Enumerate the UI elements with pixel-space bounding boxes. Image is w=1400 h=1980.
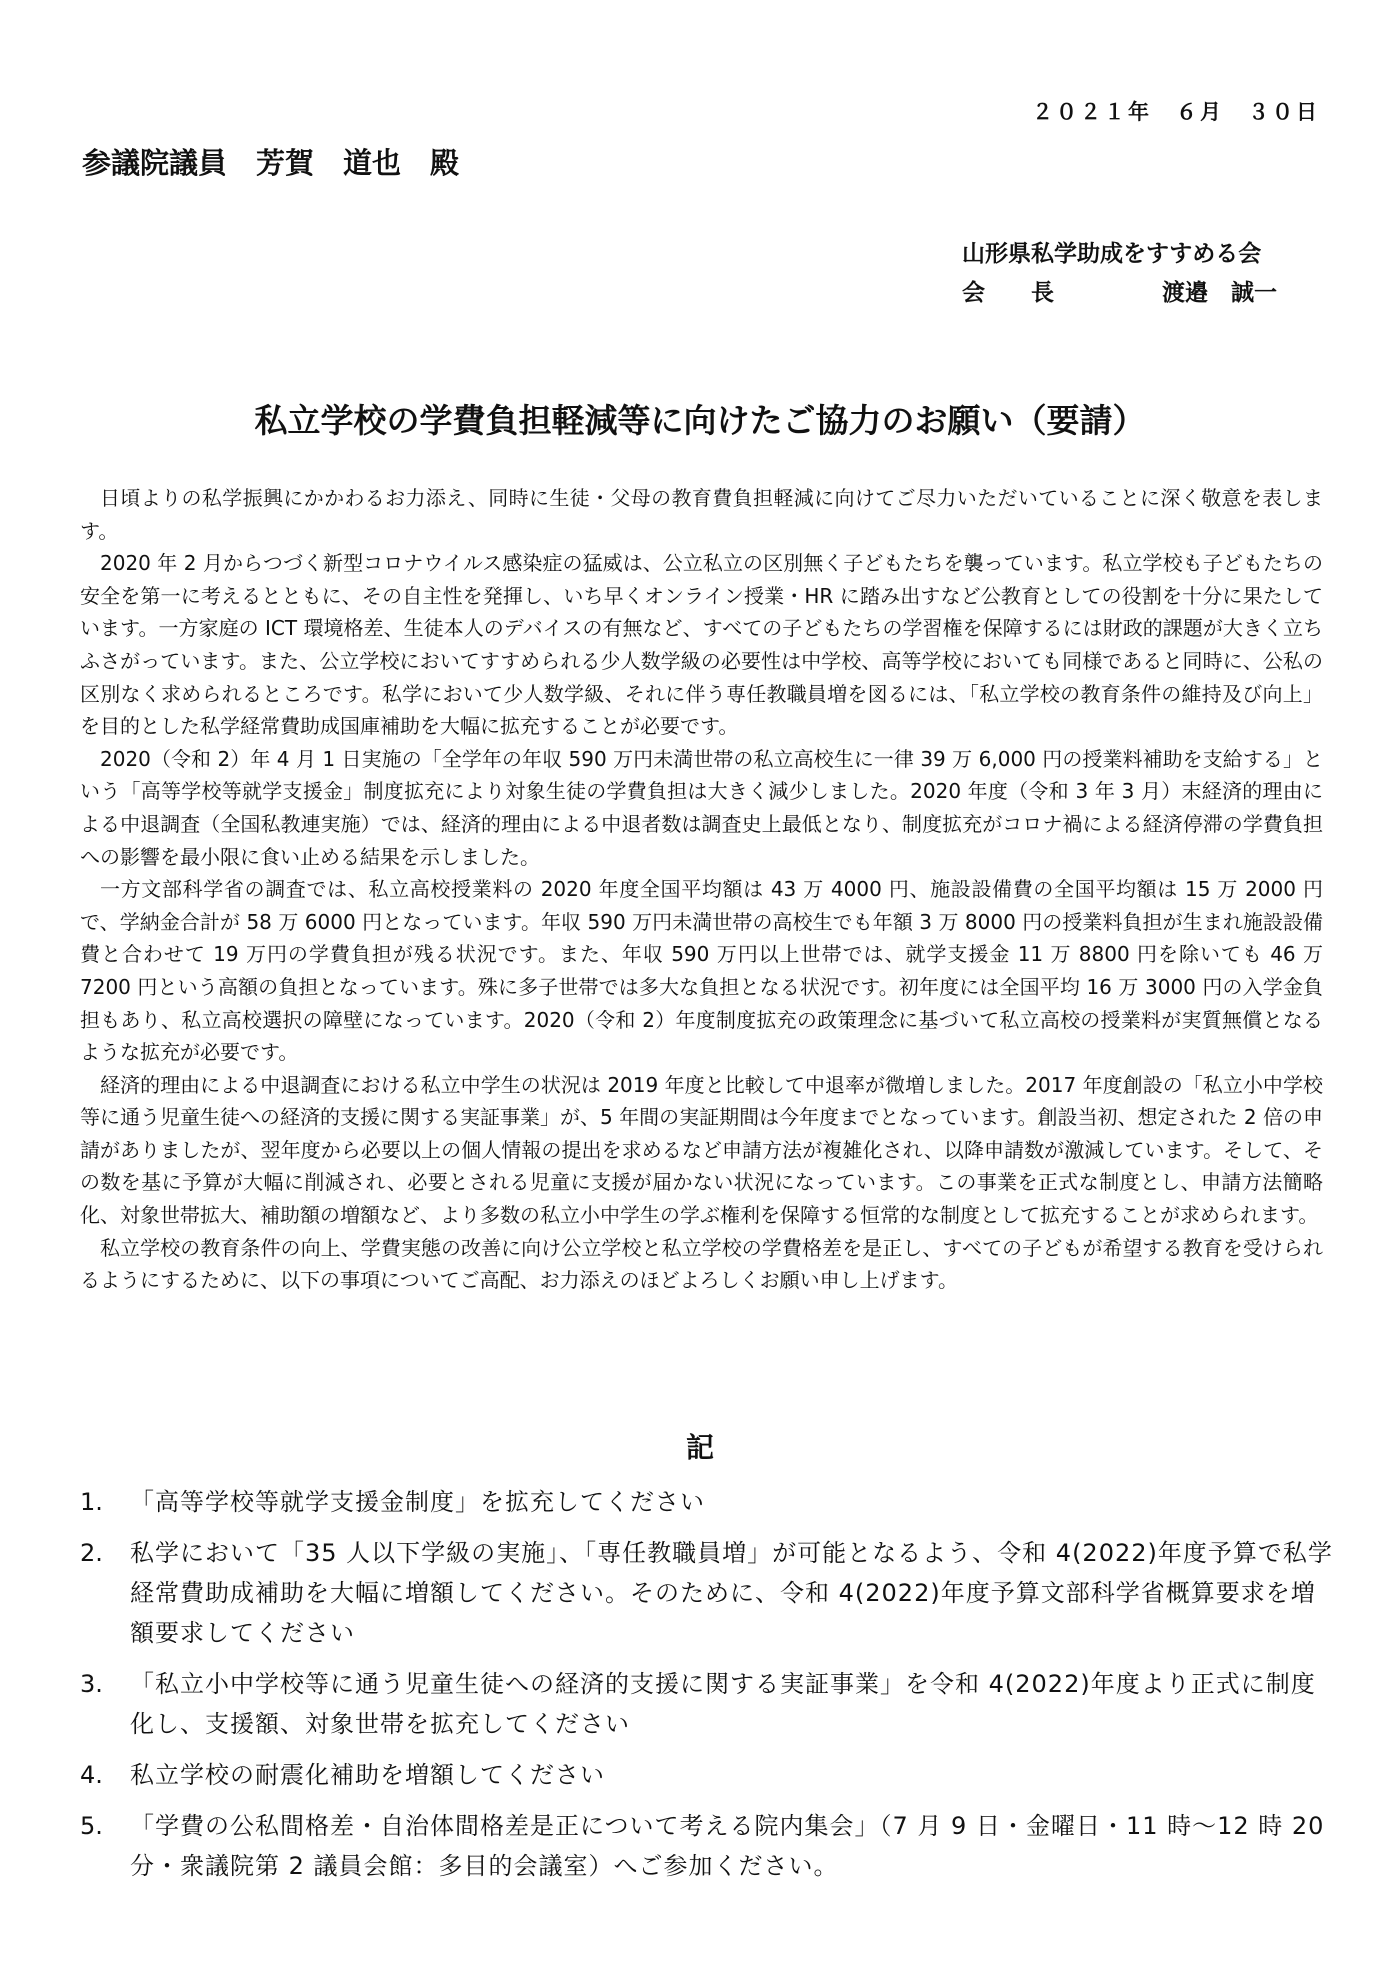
body-paragraph: 2020 年 2 月からつづく新型コロナウイルス感染症の猛威は、公立私立の区別無く子どもたちを襲っています。私立学校も子どもたちの安全を第一に考えるとともに、その自主性を発揮し、いち早くオンライン授業・HR に踏み出すなど公教育としての役割を十分に果たしています。一方家庭の ICT 環境格差、生徒本人のデバイスの有無など、すべての子どもたちの学習権を保障するには財政的課題が大きく立ちふさがっています。また、公立学校においてすすめられる少人数学級の必要性は中学校、高等学校においても同様であると同時に、公私の区別なく求められるところです。私学において少人数学級、それに伴う専任教職員増を図るには、「私立学校の教育条件の維持及び向上」を目的とした私学経常費助成国庫補助を大幅に拡充することが必要です。 [80,551,1323,739]
request-text: 「私立小中学校等に通う児童生徒への経済的支援に関する実証事業」を令和 4(2022)年度より正式に制度化し、支援額、対象世帯を拡充してください [130,1670,1316,1738]
body-paragraph: 私立学校の教育条件の向上、学費実態の改善に向け公立学校と私立学校の学費格差を是正し、すべての子どもが希望する教育を受けられるようにするために、以下の事項についてご高配、お力添えのほどよろしくお願い申し上げます。 [80,1235,1323,1293]
request-number: 4. [80,1761,103,1789]
addressee: 参議院議員 芳賀 道也 殿 [82,146,460,180]
ki-heading: 記 [685,1431,714,1464]
body-paragraph: 一方文部科学省の調査では、私立高校授業料の 2020 年度全国平均額は 43 万 4000 円、施設設備費の全国平均額は 15 万 2000 円で、学納金合計が 58 万 6000 円となっています。年収 590 万円未満世帯の高校生でも年額 3 万 8000 円の授業料負担が生まれ施設設備費と合わせて 19 万円の学費負担が残る状況です。また、年収 590 万円以上世帯では、就学支援金 11 万 8800 円を除いても 46 万 7200 円という高額の負担となっています。殊に多子世帯では多大な負担となる状況です。初年度には全国平均 16 万 3000 円の入学金負担もあり、私立高校選択の障壁になっています。2020（令和 2）年度制度拡充の政策理念に基づいて私立高校の授業料が実質無償となるような拡充が必要です。 [80,877,1323,1065]
document-body [80,482,1323,1297]
body-paragraph: 日頃よりの私学振興にかかわるお力添え、同時に生徒・父母の教育費負担軽減に向けてご尽力いただいていることに深く敬意を表します。 [80,486,1323,543]
request-item [80,1533,1333,1653]
request-text: 私学において「35 人以下学級の実施」、「専任教職員増」が可能となるよう、令和 4(2022)年度予算で私学経常費助成補助を大幅に増額してください。そのために、令和 4(2022)年度予算文部科学省概算要求を増額要求してください [130,1539,1333,1647]
request-item [80,1482,1333,1522]
sender-title: 会 長 [962,280,1054,306]
request-item [80,1664,1333,1744]
request-text: 私立学校の耐震化補助を増額してください [130,1761,605,1789]
request-number: 5. [80,1812,103,1840]
request-list [80,1482,1333,1897]
sender-line [962,274,1277,313]
body-paragraph: 経済的理由による中退調査における私立中学生の状況は 2019 年度と比較して中退率が微増しました。2017 年度創設の「私立小中学校等に通う児童生徒への経済的支援に関する実証事業」が、5 年間の実証期間は今年度までとなっています。創設当初、想定された 2 倍の申請がありましたが、翌年度から必要以上の個人情報の提出を求めるなど申請方法が複雑化され、以降申請数が激減しています。そして、その数を基に予算が大幅に削減され、必要とされる児童に支援が届かない状況になっています。この事業を正式な制度とし、申請方法簡略化、対象世帯拡大、補助額の増額など、より多数の私立小中学生の学ぶ権利を保障する恒常的な制度として拡充することが求められます。 [80,1072,1323,1228]
sender-block [962,235,1277,313]
body-paragraph: 2020（令和 2）年 4 月 1 日実施の「全学年の年収 590 万円未満世帯の私立高校生に一律 39 万 6,000 円の授業料補助を支給する」という「高等学校等就学支援金」制度拡充により対象生徒の学費負担は大きく減少しました。2020 年度（令和 3 年 3 月）末経済的理由による中退調査（全国私教連実施）では、経済的理由による中退者数は調査史上最低となり、制度拡充がコロナ禍による経済停滞の学費負担への影響を最小限に食い止める結果を示しました。 [80,746,1323,869]
request-number: 2. [80,1539,103,1567]
request-item [80,1806,1333,1886]
sender-organization: 山形県私学助成をすすめる会 [962,241,1262,267]
request-item [80,1755,1333,1795]
request-text: 「学費の公私間格差・自治体間格差是正について考える院内集会」（7 月 9 日・金曜日・11 時～12 時 20 分・衆議院第 2 議員会館：多目的会議室）へご参加ください。 [130,1812,1325,1880]
document-title: 私立学校の学費負担軽減等に向けたご協力のお願い（要請） [254,401,1146,440]
sender-name: 渡邉 誠一 [1162,280,1277,306]
request-number: 1. [80,1488,103,1516]
document-date: ２０２１年 ６月 ３０日 [1032,100,1320,124]
request-number: 3. [80,1670,103,1698]
request-text: 「高等学校等就学支援金制度」を拡充してください [130,1488,705,1516]
